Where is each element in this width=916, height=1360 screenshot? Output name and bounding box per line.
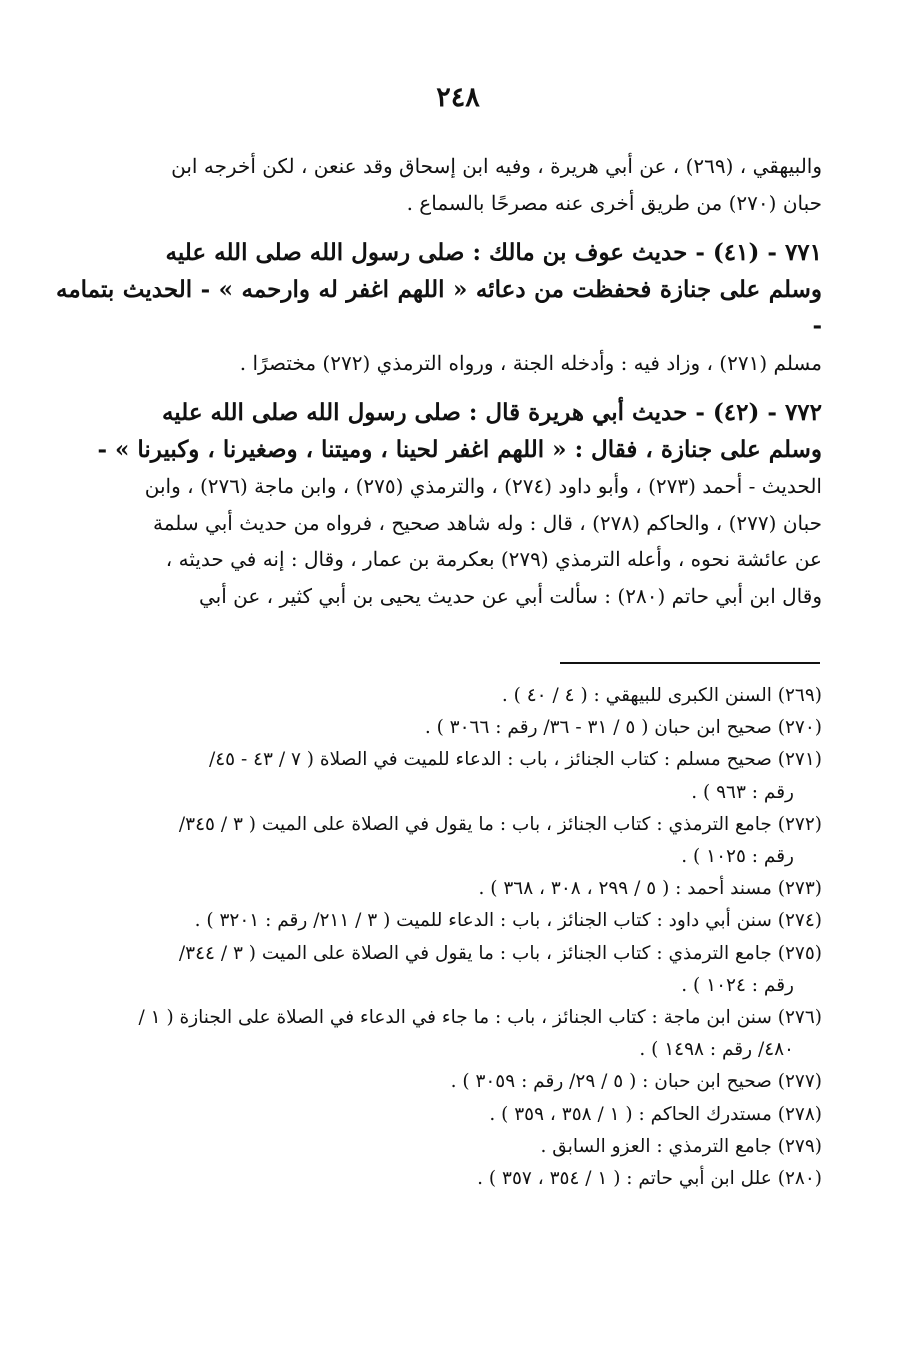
hadith-heading-771: ٧٧١ - (٤١) - حديث عوف بن مالك : صلى رسول الله صلى الله عليه xyxy=(165,239,822,266)
footnote-text: مستدرك الحاكم : ( ١ / ٣٥٨ ، ٣٥٩ ) . xyxy=(489,1103,772,1125)
hadith-text-772: وسلم على جنازة ، فقال : « اللهم اغفر لحينا ، وميتنا ، وصغيرنا ، وكبيرنا » - xyxy=(97,435,822,463)
footnote-272 xyxy=(48,809,822,841)
footnote-continuation: ٤٨٠/ رقم : ١٤٩٨ ) . xyxy=(639,1039,794,1061)
footnote-continuation: رقم : ١٠٢٥ ) . xyxy=(681,846,794,868)
footnote-text: مسند أحمد : ( ٥ / ٢٩٩ ، ٣٠٨ ، ٣٦٨ ) . xyxy=(478,878,772,900)
footnote-number: (٢٧٦) xyxy=(777,1007,822,1029)
footnote-text: صحيح ابن حبان ( ٥ / ٣١ - ٣٦/ رقم : ٣٠٦٦ ) . xyxy=(424,717,772,739)
footnote-number: (٢٧٣) xyxy=(777,878,822,900)
text-line: حبان (٢٧٧) ، والحاكم (٢٧٨) ، قال : وله شاهد صحيح ، فرواه من حديث أبي سلمة xyxy=(153,510,822,535)
main-text xyxy=(56,148,822,614)
footnote-number: (٢٧٠) xyxy=(777,717,822,739)
footnote-text: سنن ابن ماجة : كتاب الجنائز ، باب : ما جاء في الدعاء في الصلاة على الجنازة ( ١ / xyxy=(138,1007,772,1029)
footnote-number: (٢٦٩) xyxy=(777,685,822,706)
footnote-separator xyxy=(560,662,820,664)
text-line: حبان (٢٧٠) من طريق أخرى عنه مصرحًا بالسماع . xyxy=(406,190,822,215)
footnote-text: جامع الترمذي : كتاب الجنائز ، باب : ما يقول في الصلاة على الميت ( ٣ / ٣٤٥/ xyxy=(178,813,772,835)
footnote-280 xyxy=(48,1163,822,1195)
footnote-number: (٢٧١) xyxy=(777,749,822,771)
footnote-text: صحيح مسلم : كتاب الجنائز ، باب : الدعاء للميت في الصلاة ( ٧ / ٤٣ - ٤٥/ xyxy=(208,749,772,771)
footnote-number: (٢٧٥) xyxy=(777,942,822,964)
footnote-text: سنن أبي داود : كتاب الجنائز ، باب : الدعاء للميت ( ٣ / ٢١١/ رقم : ٣٢٠١ ) . xyxy=(194,910,772,932)
footnote-number: (٢٧٨) xyxy=(777,1103,822,1125)
footnote-continuation: رقم : ١٠٢٤ ) . xyxy=(681,974,794,996)
text-line: وقال ابن أبي حاتم (٢٨٠) : سألت أبي عن حديث يحيى بن أبي كثير ، عن أبي xyxy=(198,583,822,608)
footnotes xyxy=(48,680,822,1195)
footnote-279 xyxy=(48,1131,822,1163)
footnote-269 xyxy=(48,680,822,712)
footnote-274 xyxy=(48,905,822,937)
text-line: الحديث - أحمد (٢٧٣) ، وأبو داود (٢٧٤) ، والترمذي (٢٧٥) ، وابن ماجة (٢٧٦) ، وابن xyxy=(144,474,822,498)
paragraph-771 xyxy=(56,235,822,381)
footnote-271 xyxy=(48,744,822,776)
footnote-text: جامع الترمذي : كتاب الجنائز ، باب : ما يقول في الصلاة على الميت ( ٣ / ٣٤٤/ xyxy=(178,942,772,964)
footnote-number: (٢٧٤) xyxy=(777,910,822,932)
footnote-276 xyxy=(48,1002,822,1034)
footnote-270 xyxy=(48,712,822,744)
footnote-number: (٢٨٠) xyxy=(777,1168,822,1190)
footnote-text: جامع الترمذي : العزو السابق . xyxy=(540,1135,772,1157)
footnote-number: (٢٧٧) xyxy=(777,1071,822,1093)
footnote-text: صحيح ابن حبان : ( ٥ / ٢٩/ رقم : ٣٠٥٩ ) . xyxy=(450,1071,772,1093)
footnote-continuation: رقم : ٩٦٣ ) . xyxy=(691,781,794,803)
footnote-number: (٢٧٢) xyxy=(777,813,822,835)
footnote-text: السنن الكبرى للبيهقي : ( ٤ / ٤٠ ) . xyxy=(501,685,772,706)
footnote-273 xyxy=(48,873,822,905)
footnote-278 xyxy=(48,1099,822,1131)
text-line: عن عائشة نحوه ، وأعله الترمذي (٢٧٩) بعكرمة بن عمار ، وقال : إنه في حديثه ، xyxy=(165,547,822,571)
hadith-heading-772: ٧٧٢ - (٤٢) - حديث أبي هريرة قال : صلى رسول الله صلى الله عليه xyxy=(161,399,822,426)
footnote-number: (٢٧٩) xyxy=(777,1135,822,1157)
hadith-text-771: وسلم على جنازة فحفظت من دعائه « اللهم اغفر له وارحمه » - الحديث بتمامه - xyxy=(56,275,822,339)
paragraph-772 xyxy=(56,395,822,614)
footnote-277 xyxy=(48,1066,822,1098)
text-line: والبيهقي ، (٢٦٩) ، عن أبي هريرة ، وفيه ابن إسحاق وقد عنعن ، لكن أخرجه ابن xyxy=(171,154,822,178)
paragraph-1 xyxy=(56,148,822,221)
footnote-text: علل ابن أبي حاتم : ( ١ / ٣٥٤ ، ٣٥٧ ) . xyxy=(477,1168,772,1190)
footnote-275 xyxy=(48,938,822,970)
text-line: مسلم (٢٧١) ، وزاد فيه : وأدخله الجنة ، ورواه الترمذي (٢٧٢) مختصرًا . xyxy=(239,350,822,375)
page-number: ٢٤٨ xyxy=(436,82,480,113)
